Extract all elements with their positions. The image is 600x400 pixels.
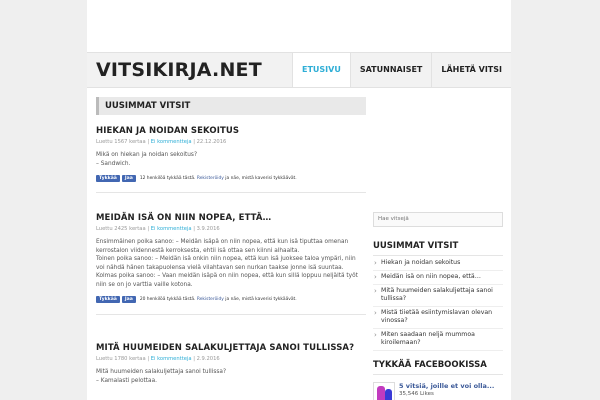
post-line: Mitä huumeiden salakuljettaja sanoi tullissa?: [96, 369, 227, 375]
top-ad-strip: [87, 0, 511, 52]
fb-page-thumbnail[interactable]: [373, 382, 395, 400]
sidebar-latest-item[interactable]: › Meidän isä on niin nopea, että…: [373, 271, 503, 285]
sidebar-latest-title: UUSIMMAT VITSIT: [373, 241, 503, 256]
post-meta: Luettu 1780 kertaa | Ei kommentteja | 2.9.2016: [96, 356, 220, 362]
nav-item-etusivu[interactable]: ETUSIVU: [292, 53, 350, 87]
post-line: – Kamalasti pelottaa.: [96, 377, 157, 384]
fb-like-count: 20 henkilöä tykkää tästä.: [139, 297, 196, 303]
fb-signup-link[interactable]: Rekisteröidy: [196, 297, 224, 303]
site-header: [87, 52, 511, 88]
fb-like-button[interactable]: Tykkää: [96, 175, 120, 182]
post-line: Mikä on hiekan ja noidan sekoitus?: [96, 152, 198, 158]
post-divider: [96, 192, 366, 193]
section-title: UUSIMMAT VITSIT: [96, 97, 366, 115]
post-body: [96, 368, 366, 385]
post-title[interactable]: HIEKAN JA NOIDAN SEKOITUS: [96, 126, 240, 136]
fb-share-button[interactable]: Jaa: [122, 296, 136, 303]
fb-like-bar: [96, 174, 366, 182]
post-line: – Sandwich.: [96, 160, 131, 167]
post-body: [96, 238, 366, 290]
sidebar-latest-item[interactable]: › Hiekan ja noidan sekoitus: [373, 257, 503, 271]
site-logo[interactable]: VITSIKIRJA.NET: [96, 59, 262, 81]
sidebar-latest-item[interactable]: › Miten saadaan neljä mummoa kiroilemaan?: [373, 329, 503, 351]
fb-page-widget: [373, 382, 503, 400]
post-comments-link[interactable]: Ei kommentteja: [150, 356, 192, 362]
fb-page-name[interactable]: 5 vitsiä, joille et voi olla...: [399, 381, 495, 390]
post-meta: Luettu 2425 kertaa | Ei kommentteja | 3.9.2016: [96, 226, 220, 232]
fb-like-bar: [96, 296, 366, 304]
post-meta: Luettu 1567 kertaa | Ei kommentteja | 22.12.2016: [96, 139, 227, 145]
post-title[interactable]: MITÄ HUUMEIDEN SALAKULJETTAJA SANOI TULLISSA?: [96, 343, 355, 353]
sidebar-latest-list: [373, 257, 503, 351]
post-line: Kolmas poika sanoo: – Vaan meidän isäpä on niin nopea, että kun sillä loppuu neljältä työt: [96, 273, 358, 280]
post: [96, 126, 366, 193]
post-reads: Luettu 1780 kertaa: [96, 356, 146, 362]
fb-like-text: [140, 176, 297, 181]
nav-item-laheta-vitsi[interactable]: LÄHETÄ VITSI: [431, 53, 511, 87]
post-line: Toinen poika sanoo: – Meidän isä onkin niin nopea, että kun isä juoksee taloa ympäri, niin: [96, 256, 356, 263]
fb-signup-link[interactable]: Rekisteröidy: [196, 175, 224, 181]
post-line: niin se on jo varttia vaille kotona.: [96, 281, 193, 288]
post-title[interactable]: MEIDÄN ISÄ ON NIIN NOPEA, ETTÄ…: [96, 213, 272, 223]
fb-like-button[interactable]: Tykkää: [96, 296, 120, 303]
post-date: 3.9.2016: [196, 226, 220, 232]
post-line: kerrostalon viidennestä kerroksesta, ehtii isä ottaa sen kiinni alhaalta.: [96, 247, 300, 254]
sidebar-facebook-title: TYKKÄÄ FACEBOOKISSA: [373, 360, 503, 375]
fb-like-tail: ja näe, mistä kaverisi tykkäävät.: [225, 297, 297, 303]
search-input[interactable]: [373, 212, 503, 227]
post-line: Ensimmäinen poika sanoo: – Meidän isäpä on niin nopea, että kun isä tiputtaa omenan: [96, 239, 349, 245]
sidebar-latest-item[interactable]: › Mistä tiietää esiintymislavan olevan vinossa?: [373, 307, 503, 329]
fb-page-likes: 35,546 Likes: [399, 390, 434, 397]
post-comments-link[interactable]: Ei kommentteja: [150, 139, 192, 145]
fb-like-text: [140, 297, 297, 302]
fb-page-info: [399, 382, 494, 400]
post-divider: [96, 314, 366, 315]
post-body: [96, 151, 366, 168]
sidebar: [373, 205, 503, 400]
fb-like-tail: ja näe, mistä kaverisi tykkäävät.: [225, 175, 297, 181]
nav-item-satunnaiset[interactable]: SATUNNAISET: [350, 53, 432, 87]
post-date: 2.9.2016: [196, 356, 220, 362]
fb-share-button[interactable]: Jaa: [122, 175, 136, 182]
post-date: 22.12.2016: [196, 139, 227, 145]
main-nav: [292, 53, 511, 87]
post: [96, 213, 366, 315]
post: [96, 343, 366, 385]
post-line: voi nähdä hänen takapuolensa vielä vilahtavan sen nurkan taakse jonne isä suuntaa.: [96, 264, 344, 271]
post-reads: Luettu 2425 kertaa: [96, 226, 146, 232]
post-comments-link[interactable]: Ei kommentteja: [150, 226, 192, 232]
sidebar-latest-item[interactable]: › Mitä huumeiden salakuljettaja sanoi tullissa?: [373, 285, 503, 307]
page: [87, 0, 511, 400]
post-reads: Luettu 1567 kertaa: [96, 139, 146, 145]
main-content: [96, 97, 366, 384]
fb-like-count: 12 henkilöä tykkää tästä.: [139, 175, 196, 181]
